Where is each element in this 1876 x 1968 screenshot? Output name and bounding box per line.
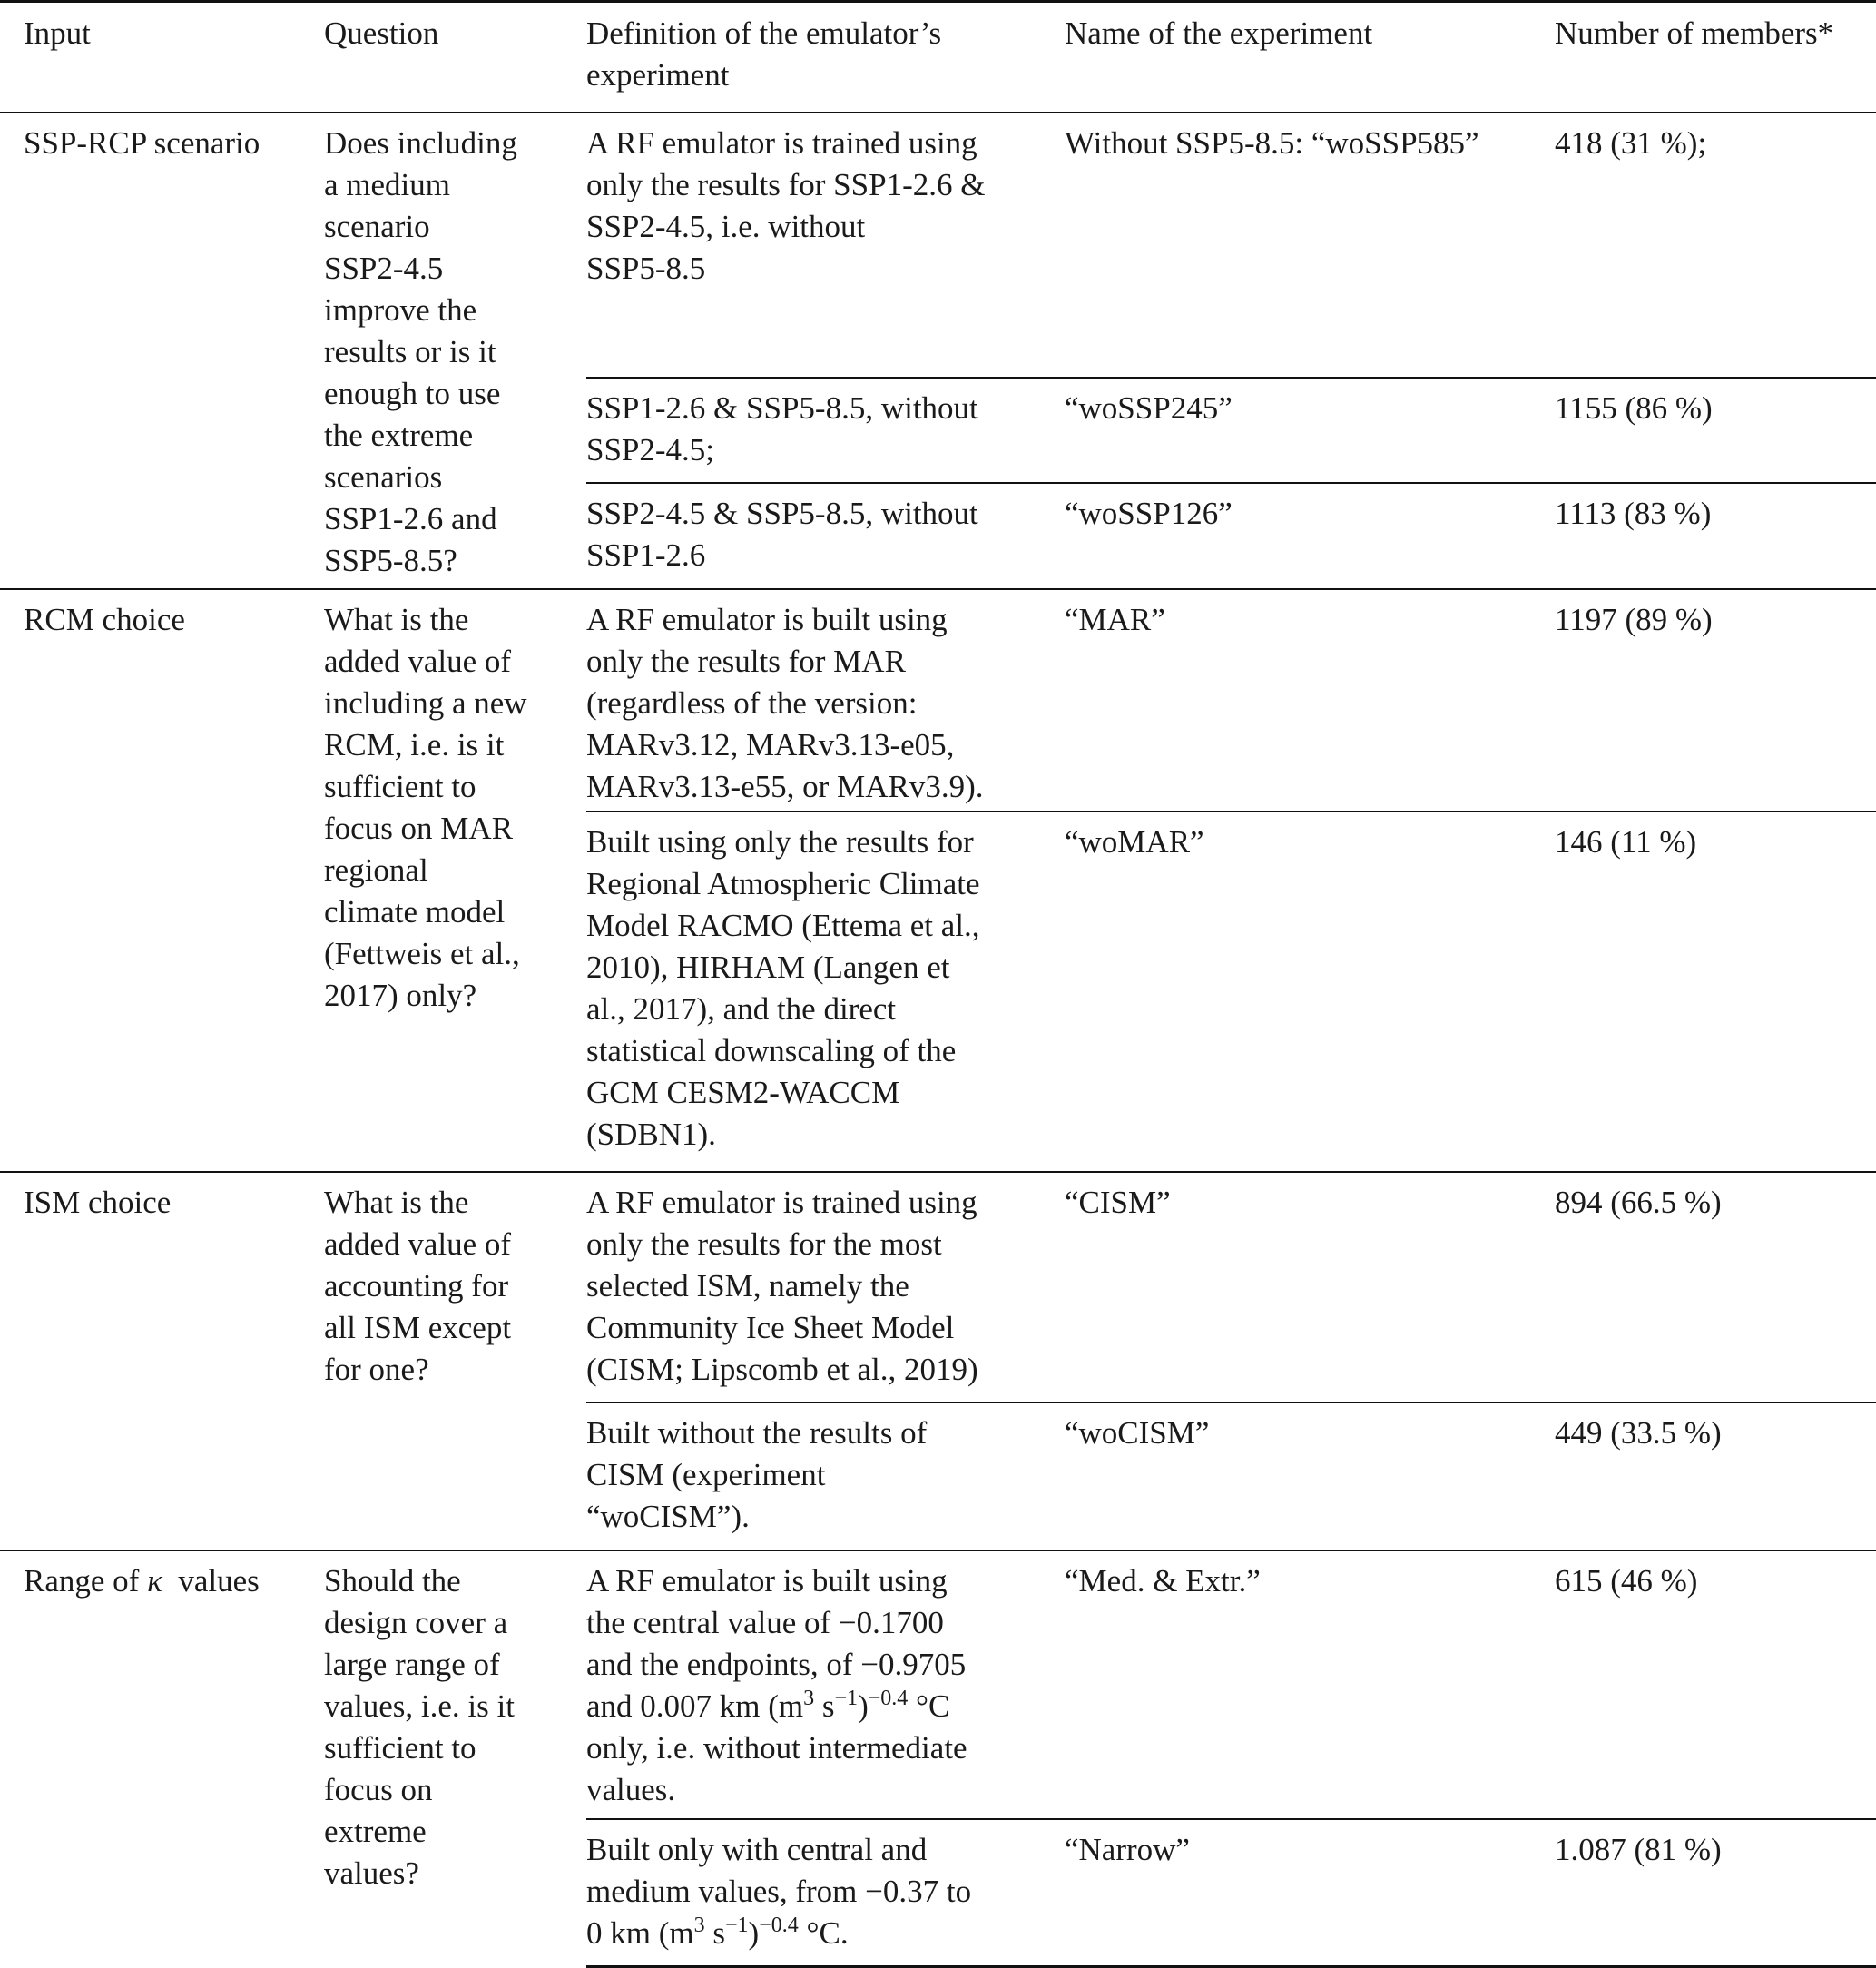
- unit-exponent: −0.4: [868, 1687, 909, 1710]
- question-line: including a new: [324, 685, 527, 721]
- header-input: Input: [0, 2, 324, 113]
- definition-line: SSP1-2.6 & SSP5-8.5, without: [586, 390, 978, 426]
- input-cell: RCM choice: [0, 589, 324, 1172]
- definition-line: A RF emulator is trained using: [586, 125, 977, 161]
- unit-text: °C.: [798, 1915, 849, 1951]
- definition-unit-line: [586, 1686, 1065, 1727]
- definition-cell: [586, 1550, 1065, 1819]
- definition-line: A RF emulator is built using: [586, 602, 948, 637]
- definition-line: GCM CESM2-WACCM: [586, 1075, 900, 1110]
- definition-line: MARv3.13-e55, or MARv3.9).: [586, 769, 984, 804]
- question-line: a medium: [324, 167, 450, 202]
- header-members: Number of members*: [1555, 2, 1876, 113]
- question-line: scenario: [324, 209, 430, 244]
- header-definition-line: Definition of the emulator’s: [586, 15, 942, 51]
- question-line: design cover a: [324, 1605, 508, 1640]
- definition-line: SSP2-4.5;: [586, 432, 715, 467]
- members-cell: 449 (33.5 %): [1555, 1402, 1876, 1550]
- question-line: RCM, i.e. is it: [324, 727, 505, 763]
- definition-cell: [586, 1402, 1065, 1550]
- question-line: SSP1-2.6 and: [324, 501, 497, 536]
- members-cell: 1155 (86 %): [1555, 378, 1876, 483]
- table-row: [0, 589, 1876, 812]
- question-line: regional: [324, 852, 428, 888]
- members-cell: 418 (31 %);: [1555, 113, 1876, 378]
- definition-cell: [586, 113, 1065, 378]
- question-cell: [324, 1172, 586, 1550]
- unit-text: s: [814, 1688, 835, 1724]
- question-line: SSP2-4.5: [324, 251, 444, 286]
- definition-line: “woCISM”).: [586, 1499, 750, 1534]
- question-line: (Fettweis et al.,: [324, 936, 520, 971]
- definition-line: (regardless of the version:: [586, 685, 918, 721]
- definition-cell: [586, 589, 1065, 812]
- input-cell: [0, 1550, 324, 1966]
- definition-line: Model RACMO (Ettema et al.,: [586, 908, 980, 943]
- question-line: sufficient to: [324, 1730, 476, 1766]
- definition-line: only, i.e. without intermediate: [586, 1730, 967, 1766]
- definition-cell: [586, 812, 1065, 1172]
- experiment-name-cell: “Med. & Extr.”: [1065, 1550, 1555, 1819]
- question-line: focus on: [324, 1772, 433, 1807]
- question-line: focus on MAR: [324, 811, 514, 846]
- question-line: for one?: [324, 1352, 429, 1387]
- definition-line: selected ISM, namely the: [586, 1268, 909, 1304]
- experiment-name-cell: “MAR”: [1065, 589, 1555, 812]
- definition-line: SSP5-8.5: [586, 251, 706, 286]
- definition-line: SSP1-2.6: [586, 537, 706, 573]
- experiment-name-cell: “woCISM”: [1065, 1402, 1555, 1550]
- unit-text: 0 km (m: [586, 1915, 694, 1951]
- members-cell: 1113 (83 %): [1555, 483, 1876, 589]
- table-row: [0, 113, 1876, 378]
- members-cell: 1.087 (81 %): [1555, 1819, 1876, 1966]
- table-row: [0, 1172, 1876, 1402]
- input-text: Range of: [24, 1563, 140, 1599]
- definition-cell: [586, 378, 1065, 483]
- question-line: What is the: [324, 602, 469, 637]
- question-line: large range of: [324, 1647, 500, 1682]
- definition-line: values.: [586, 1772, 676, 1807]
- definition-line: Built using only the results for: [586, 824, 974, 860]
- members-cell: 615 (46 %): [1555, 1550, 1876, 1819]
- experiment-name-cell: Without SSP5-8.5: “woSSP585”: [1065, 113, 1555, 378]
- experiment-name-cell: “woSSP245”: [1065, 378, 1555, 483]
- definition-line: SSP2-4.5, i.e. without: [586, 209, 866, 244]
- definition-line: SSP2-4.5 & SSP5-8.5, without: [586, 496, 978, 531]
- question-line: values, i.e. is it: [324, 1688, 515, 1724]
- question-cell: [324, 113, 586, 589]
- definition-line: (SDBN1).: [586, 1117, 716, 1152]
- definition-line: CISM (experiment: [586, 1457, 826, 1492]
- header-definition-line: experiment: [586, 57, 730, 93]
- question-line: Should the: [324, 1563, 461, 1599]
- definition-line: medium values, from −0.37 to: [586, 1874, 972, 1909]
- unit-exponent: 3: [693, 1914, 705, 1937]
- unit-text: s: [704, 1915, 725, 1951]
- question-line: added value of: [324, 1226, 512, 1262]
- definition-line: the central value of −0.1700: [586, 1605, 944, 1640]
- definition-cell: [586, 483, 1065, 589]
- input-text: values: [178, 1563, 260, 1599]
- definition-line: Community Ice Sheet Model: [586, 1310, 955, 1345]
- definition-line: MARv3.12, MARv3.13-e05,: [586, 727, 955, 763]
- question-line: scenarios: [324, 459, 443, 495]
- members-cell: 146 (11 %): [1555, 812, 1876, 1172]
- question-line: all ISM except: [324, 1310, 512, 1345]
- unit-exponent: 3: [803, 1687, 815, 1710]
- table-row: [0, 1550, 1876, 1819]
- definition-line: Regional Atmospheric Climate: [586, 866, 980, 901]
- question-line: results or is it: [324, 334, 496, 369]
- definition-line: (CISM; Lipscomb et al., 2019): [586, 1352, 978, 1387]
- question-cell: [324, 1550, 586, 1966]
- question-line: climate model: [324, 894, 506, 930]
- members-cell: 894 (66.5 %): [1555, 1172, 1876, 1402]
- definition-line: statistical downscaling of the: [586, 1033, 957, 1068]
- definition-line: A RF emulator is trained using: [586, 1185, 977, 1220]
- experiment-name-cell: “CISM”: [1065, 1172, 1555, 1402]
- header-row: [0, 2, 1876, 113]
- question-line: sufficient to: [324, 769, 476, 804]
- definition-line: only the results for SSP1-2.6 &: [586, 167, 986, 202]
- definition-line: Built without the results of: [586, 1415, 928, 1451]
- definition-line: and the endpoints, of −0.9705: [586, 1647, 967, 1682]
- kappa-symbol: κ: [147, 1563, 162, 1599]
- question-line: 2017) only?: [324, 978, 477, 1013]
- unit-exponent: −0.4: [759, 1914, 799, 1937]
- definition-line: A RF emulator is built using: [586, 1563, 948, 1599]
- input-cell: SSP-RCP scenario: [0, 113, 324, 589]
- unit-text: and 0.007 km (m: [586, 1688, 804, 1724]
- unit-text: ): [858, 1688, 869, 1724]
- definition-cell: [586, 1172, 1065, 1402]
- header-question: Question: [324, 2, 586, 113]
- question-line: the extreme: [324, 418, 474, 453]
- definition-line: al., 2017), and the direct: [586, 991, 897, 1027]
- question-line: enough to use: [324, 376, 501, 411]
- unit-text: °C: [908, 1688, 950, 1724]
- question-line: What is the: [324, 1185, 469, 1220]
- header-name: Name of the experiment: [1065, 2, 1555, 113]
- question-line: Does including: [324, 125, 517, 161]
- question-line: values?: [324, 1855, 419, 1891]
- question-line: extreme: [324, 1814, 427, 1849]
- input-cell: ISM choice: [0, 1172, 324, 1550]
- question-line: accounting for: [324, 1268, 509, 1304]
- question-line: added value of: [324, 644, 512, 679]
- definition-line: Built only with central and: [586, 1832, 928, 1867]
- definition-line: only the results for MAR: [586, 644, 906, 679]
- header-definition: [586, 2, 1065, 113]
- question-cell: [324, 589, 586, 1172]
- unit-exponent: −1: [724, 1914, 749, 1937]
- definition-unit-line: [586, 1913, 1065, 1954]
- definition-line: 2010), HIRHAM (Langen et: [586, 950, 950, 985]
- definition-cell: [586, 1819, 1065, 1966]
- experiment-name-cell: “woSSP126”: [1065, 483, 1555, 589]
- members-cell: 1197 (89 %): [1555, 589, 1876, 812]
- unit-exponent: −1: [834, 1687, 859, 1710]
- unit-text: ): [748, 1915, 760, 1951]
- experiment-name-cell: “woMAR”: [1065, 812, 1555, 1172]
- definition-line: only the results for the most: [586, 1226, 942, 1262]
- question-line: SSP5-8.5?: [324, 543, 457, 578]
- experiment-name-cell: “Narrow”: [1065, 1819, 1555, 1966]
- question-line: improve the: [324, 292, 477, 328]
